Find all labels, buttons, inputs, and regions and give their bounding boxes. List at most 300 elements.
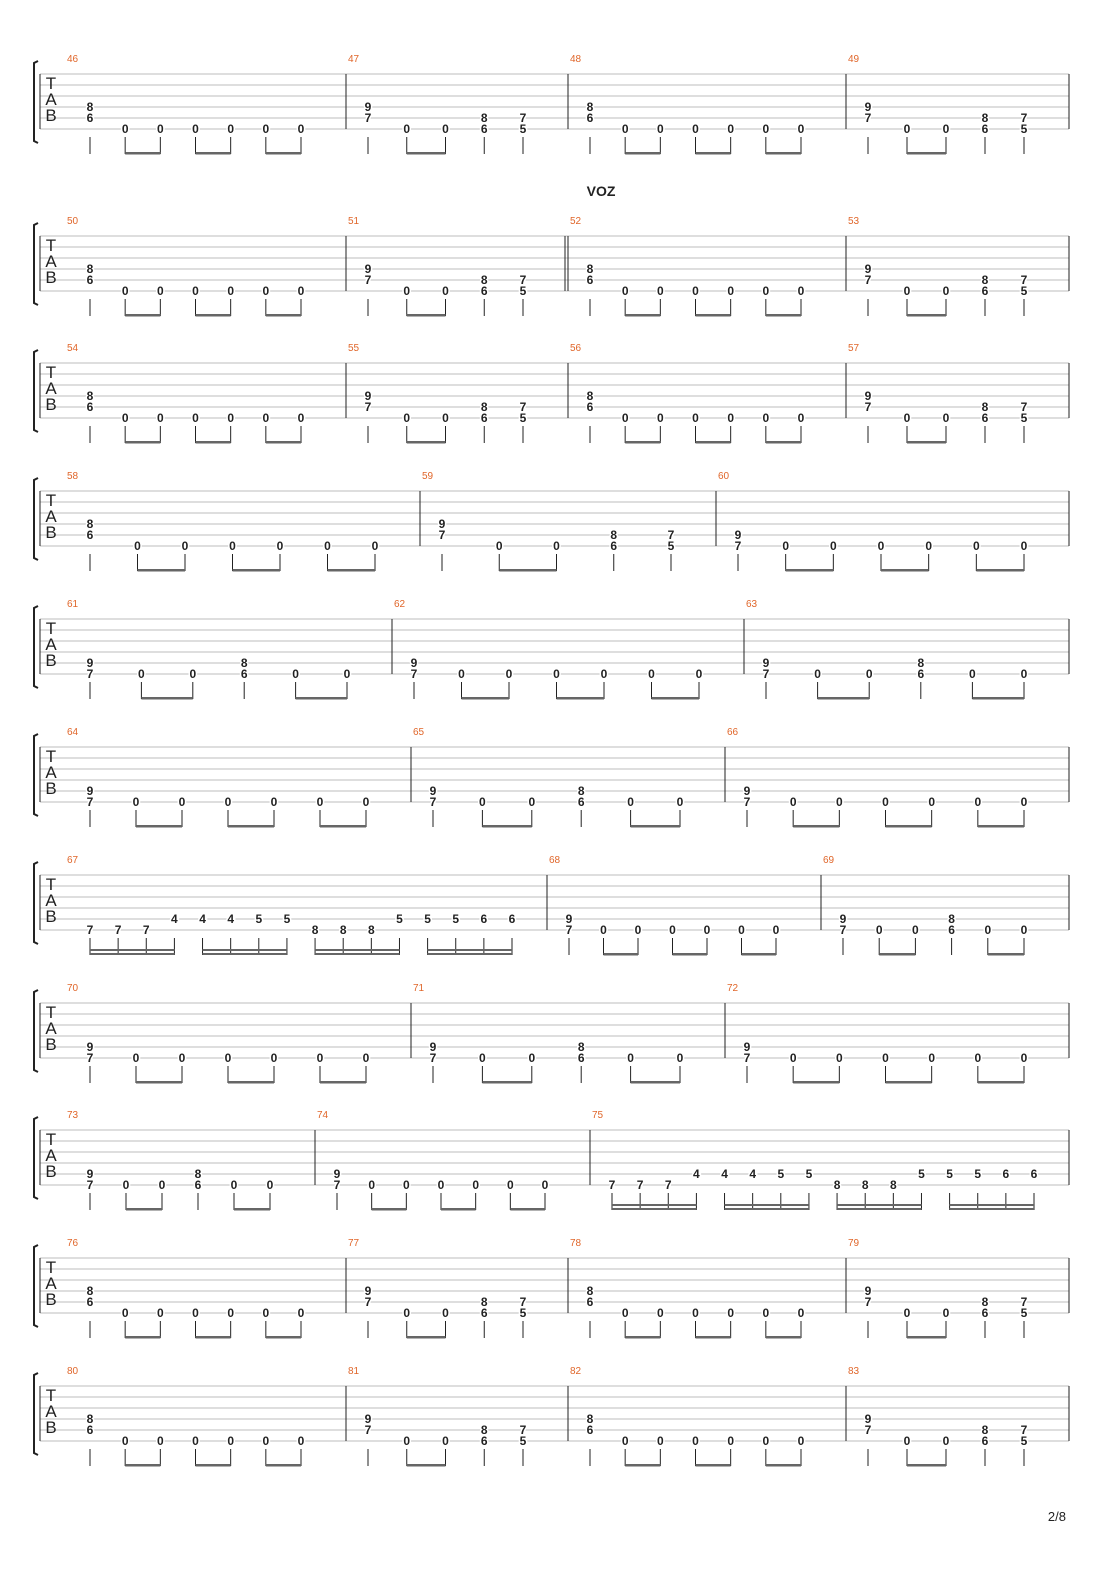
fret-number: 0 xyxy=(442,122,449,136)
fret-number: 6 xyxy=(981,1306,989,1320)
fret-number: 5 xyxy=(1020,284,1028,298)
fret-number: 7 xyxy=(864,111,872,125)
tab-note xyxy=(1021,1051,1028,1083)
fret-number: 9 xyxy=(743,784,751,798)
measure xyxy=(67,471,379,572)
measure-number: 79 xyxy=(848,1238,860,1249)
measure-number: 58 xyxy=(67,471,79,482)
tab-note xyxy=(520,273,527,316)
measure-number: 83 xyxy=(848,1366,860,1377)
fret-number: 0 xyxy=(458,667,465,681)
beam-group xyxy=(625,152,660,155)
fret-number: 0 xyxy=(621,122,629,136)
tab-note xyxy=(1031,1167,1038,1210)
tab-clef-letter: B xyxy=(45,651,57,670)
tab-note xyxy=(798,1434,805,1466)
tab-clef-letter: T xyxy=(45,491,57,510)
fret-number: 7 xyxy=(86,667,94,681)
fret-number: 0 xyxy=(1020,667,1028,681)
measure xyxy=(422,471,675,572)
tab-note xyxy=(87,1167,94,1210)
fret-number: 0 xyxy=(925,539,933,553)
measure xyxy=(848,1238,1028,1339)
tab-note xyxy=(442,122,449,154)
tab-note xyxy=(790,1051,797,1083)
fret-number: 0 xyxy=(627,1051,634,1065)
fret-number: 8 xyxy=(86,1412,94,1426)
system-bracket xyxy=(34,606,38,688)
measure xyxy=(727,727,1028,828)
tab-system xyxy=(34,1366,1069,1467)
tab-note xyxy=(982,1423,989,1466)
tab-note xyxy=(344,667,351,699)
measure-number: 78 xyxy=(570,1238,582,1249)
fret-number: 0 xyxy=(762,284,770,298)
fret-number: 0 xyxy=(974,795,982,809)
fret-number: 5 xyxy=(519,1306,527,1320)
tab-note xyxy=(122,411,129,443)
fret-number: 6 xyxy=(194,1178,202,1192)
tab-note xyxy=(984,923,991,955)
tab-note xyxy=(982,111,989,154)
tab-note xyxy=(692,284,699,316)
fret-number: 0 xyxy=(134,539,141,553)
fret-number: 0 xyxy=(1020,923,1028,937)
tab-note xyxy=(520,1295,527,1338)
fret-number: 0 xyxy=(648,667,655,681)
fret-number: 0 xyxy=(437,1178,445,1192)
fret-number: 0 xyxy=(262,122,270,136)
fret-number: 7 xyxy=(364,1295,372,1309)
tab-note xyxy=(669,923,676,955)
measure-number: 71 xyxy=(413,983,425,994)
fret-number: 0 xyxy=(402,1178,410,1192)
tab-note xyxy=(271,795,278,827)
system-bracket xyxy=(34,223,38,305)
measure xyxy=(848,54,1028,155)
system-bracket xyxy=(34,350,38,432)
beam-group xyxy=(125,1336,160,1339)
fret-number: 0 xyxy=(1020,795,1028,809)
tab-note xyxy=(277,539,284,571)
fret-number: 5 xyxy=(1020,122,1028,136)
system-bracket xyxy=(34,990,38,1072)
tab-note xyxy=(635,923,642,955)
measure-number: 50 xyxy=(67,216,79,227)
fret-number: 7 xyxy=(839,923,847,937)
measure-number: 77 xyxy=(348,1238,360,1249)
beam-group xyxy=(950,1204,1034,1206)
fret-number: 0 xyxy=(224,795,232,809)
fret-number: 7 xyxy=(864,273,872,287)
fret-number: 0 xyxy=(797,1306,805,1320)
fret-number: 0 xyxy=(695,667,703,681)
measure-number: 62 xyxy=(394,599,406,610)
tab-note xyxy=(255,912,262,955)
fret-number: 0 xyxy=(789,795,797,809)
tab-note xyxy=(520,1423,527,1466)
fret-number: 0 xyxy=(324,539,331,553)
tab-note xyxy=(138,667,145,699)
beam-group xyxy=(203,953,287,955)
tab-system xyxy=(34,471,1069,572)
tab-note xyxy=(1003,1167,1010,1210)
fret-number: 8 xyxy=(367,923,375,937)
tab-clef-letter: T xyxy=(45,363,57,382)
measure-number: 59 xyxy=(422,471,434,482)
tab-note xyxy=(1021,795,1028,827)
tab-note xyxy=(157,122,164,154)
fret-number: 0 xyxy=(266,1178,274,1192)
fret-number: 6 xyxy=(917,667,925,681)
fret-number: 0 xyxy=(192,1306,199,1320)
beam-group xyxy=(196,152,231,155)
tab-clef-letter: T xyxy=(45,1386,57,1405)
tab-note xyxy=(1021,1295,1028,1338)
tab-note xyxy=(693,1167,700,1210)
fret-number: 0 xyxy=(156,1434,164,1448)
tab-note xyxy=(553,667,560,699)
fret-number: 0 xyxy=(472,1178,480,1192)
tab-note xyxy=(865,100,872,154)
tab-note xyxy=(507,1178,514,1210)
fret-number: 5 xyxy=(1020,1306,1028,1320)
tab-note xyxy=(298,1306,305,1338)
tab-note xyxy=(179,795,186,827)
fret-number: 0 xyxy=(292,667,299,681)
measure xyxy=(549,855,780,956)
fret-number: 0 xyxy=(621,411,629,425)
measure-number: 82 xyxy=(570,1366,582,1377)
measure xyxy=(570,54,805,155)
tab-clef-letter: T xyxy=(45,747,57,766)
tab-system xyxy=(34,727,1069,828)
tab-note xyxy=(439,517,446,571)
fret-number: 7 xyxy=(519,111,527,125)
tab-note xyxy=(368,1178,375,1210)
tab-note xyxy=(403,411,410,443)
tab-note xyxy=(1021,111,1028,154)
fret-number: 0 xyxy=(505,667,513,681)
tab-note xyxy=(396,912,403,955)
tab-note xyxy=(430,784,437,827)
beam-group xyxy=(407,152,446,155)
tab-note xyxy=(744,784,751,827)
tab-note xyxy=(946,1167,953,1210)
beam-group xyxy=(196,1336,231,1339)
fret-number: 7 xyxy=(565,923,573,937)
tab-note xyxy=(721,1167,728,1210)
fret-number: 6 xyxy=(1030,1167,1038,1181)
fret-number: 8 xyxy=(339,923,347,937)
fret-number: 8 xyxy=(586,1284,594,1298)
beam-group xyxy=(881,569,929,572)
tab-note xyxy=(452,912,459,955)
measure xyxy=(67,855,516,955)
tab-note xyxy=(403,1306,410,1338)
beam-group xyxy=(950,1208,1034,1210)
fret-number: 0 xyxy=(553,667,560,681)
tab-clef-letter: B xyxy=(45,106,57,125)
tab-note xyxy=(225,795,232,827)
tab-note xyxy=(472,1178,479,1210)
tab-clef-letter: B xyxy=(45,1162,57,1181)
fret-number: 0 xyxy=(814,667,821,681)
fret-number: 5 xyxy=(974,1167,982,1181)
tab-note xyxy=(925,539,932,571)
tab-system xyxy=(34,1238,1069,1339)
fret-number: 0 xyxy=(928,795,936,809)
fret-number: 9 xyxy=(565,912,573,926)
measure-number: 55 xyxy=(348,343,360,354)
tab-clef-letter: A xyxy=(45,891,57,910)
fret-number: 0 xyxy=(762,122,770,136)
beam-group xyxy=(407,314,446,317)
beam-group xyxy=(625,314,660,317)
fret-number: 0 xyxy=(903,1434,911,1448)
measure xyxy=(348,54,527,155)
tab-note xyxy=(87,262,94,316)
tab-note xyxy=(627,1051,634,1083)
tab-clef-letter: T xyxy=(45,74,57,93)
fret-number: 0 xyxy=(877,539,885,553)
tab-note xyxy=(192,122,199,154)
fret-number: 8 xyxy=(917,656,925,670)
measure-number: 61 xyxy=(67,599,79,610)
beam-group xyxy=(296,697,347,700)
tab-note xyxy=(87,1412,94,1466)
fret-number: 8 xyxy=(861,1178,869,1192)
beam-group xyxy=(978,1081,1024,1084)
tab-note xyxy=(134,539,141,571)
measure-number: 53 xyxy=(848,216,860,227)
beam-group xyxy=(196,441,231,444)
tab-note xyxy=(657,122,664,154)
fret-number: 4 xyxy=(693,1167,700,1181)
beam-group xyxy=(612,1208,696,1210)
fret-number: 0 xyxy=(442,411,449,425)
fret-number: 0 xyxy=(676,795,684,809)
tab-note xyxy=(87,1040,94,1083)
fret-number: 0 xyxy=(403,122,411,136)
fret-number: 8 xyxy=(948,912,955,926)
fret-number: 4 xyxy=(171,912,178,926)
tab-note xyxy=(159,1178,166,1210)
tab-note xyxy=(479,795,486,827)
measure-number: 80 xyxy=(67,1366,79,1377)
fret-number: 7 xyxy=(1020,273,1028,287)
fret-number: 0 xyxy=(942,1306,950,1320)
measure-number: 52 xyxy=(570,216,582,227)
beam-group xyxy=(837,1204,921,1206)
tab-note xyxy=(943,411,950,443)
fret-number: 6 xyxy=(586,111,594,125)
fret-number: 0 xyxy=(762,1434,770,1448)
tab-note xyxy=(622,411,629,443)
fret-number: 0 xyxy=(692,1306,699,1320)
fret-number: 6 xyxy=(948,923,955,937)
tab-note xyxy=(969,667,976,699)
beam-group xyxy=(320,825,366,828)
tab-note xyxy=(762,1306,769,1338)
tab-note xyxy=(520,400,527,443)
tab-clef-letter: B xyxy=(45,268,57,287)
beam-group xyxy=(696,152,731,155)
fret-number: 0 xyxy=(506,1178,514,1192)
fret-number: 0 xyxy=(121,411,129,425)
fret-number: 0 xyxy=(132,1051,140,1065)
beam-group xyxy=(742,953,777,956)
tab-clef-letter: A xyxy=(45,1019,57,1038)
tab-clef-letter: A xyxy=(45,1146,57,1165)
tab-clef-letter: B xyxy=(45,779,57,798)
beam-group xyxy=(203,949,287,951)
tab-note xyxy=(192,1306,199,1338)
fret-number: 7 xyxy=(519,1295,527,1309)
tab-note xyxy=(262,122,269,154)
beam-group xyxy=(907,314,946,317)
fret-number: 9 xyxy=(86,656,94,670)
measure xyxy=(67,216,305,317)
beam-group xyxy=(625,441,660,444)
beam-group xyxy=(407,1464,446,1467)
fret-number: 0 xyxy=(727,1434,735,1448)
fret-number: 0 xyxy=(343,667,351,681)
measure-number: 46 xyxy=(67,54,79,65)
fret-number: 8 xyxy=(86,1284,94,1298)
tab-note xyxy=(744,1040,751,1083)
fret-number: 7 xyxy=(86,1178,94,1192)
beam-group xyxy=(786,569,834,572)
measure xyxy=(727,983,1028,1084)
measure-number: 65 xyxy=(413,727,425,738)
fret-number: 0 xyxy=(192,1434,199,1448)
beam-group xyxy=(766,314,801,317)
fret-number: 5 xyxy=(519,122,527,136)
beam-group xyxy=(266,152,301,155)
tab-note xyxy=(365,389,372,443)
fret-number: 0 xyxy=(121,1434,129,1448)
fret-number: 9 xyxy=(333,1167,341,1181)
tab-clef-letter: A xyxy=(45,379,57,398)
measure xyxy=(413,983,684,1084)
tab-note xyxy=(365,1284,372,1338)
fret-number: 7 xyxy=(519,1423,527,1437)
tab-note xyxy=(324,539,331,571)
tab-note xyxy=(442,411,449,443)
fret-number: 7 xyxy=(864,400,872,414)
tab-note xyxy=(762,1434,769,1466)
fret-number: 0 xyxy=(189,667,197,681)
fret-number: 6 xyxy=(586,1423,594,1437)
fret-number: 7 xyxy=(734,539,742,553)
beam-group xyxy=(625,1464,660,1467)
measure xyxy=(67,1366,305,1467)
fret-number: 6 xyxy=(586,273,594,287)
measure-number: 60 xyxy=(718,471,730,482)
tab-note xyxy=(229,539,236,571)
beam-group xyxy=(234,1208,270,1211)
fret-number: 7 xyxy=(636,1178,644,1192)
fret-number: 0 xyxy=(262,1306,270,1320)
fret-number: 0 xyxy=(656,284,664,298)
fret-number: 7 xyxy=(864,1423,872,1437)
fret-number: 0 xyxy=(692,411,699,425)
beam-group xyxy=(612,1204,696,1206)
tab-note xyxy=(727,411,734,443)
fret-number: 0 xyxy=(912,923,919,937)
fret-number: 7 xyxy=(608,1178,616,1192)
beam-group xyxy=(315,949,399,951)
fret-number: 0 xyxy=(227,1306,235,1320)
tab-note xyxy=(622,1434,629,1466)
fret-number: 7 xyxy=(664,1178,672,1192)
fret-number: 7 xyxy=(519,273,527,287)
beam-group xyxy=(328,569,376,572)
measure-number: 56 xyxy=(570,343,582,354)
beam-group xyxy=(126,1208,162,1211)
fret-number: 6 xyxy=(240,667,248,681)
fret-number: 6 xyxy=(577,795,585,809)
fret-number: 9 xyxy=(864,1284,872,1298)
tab-system xyxy=(34,1110,1069,1211)
tab-note xyxy=(227,1434,234,1466)
fret-number: 0 xyxy=(132,795,140,809)
tab-note xyxy=(762,411,769,443)
tab-note xyxy=(87,656,94,699)
fret-number: 0 xyxy=(829,539,837,553)
fret-number: 0 xyxy=(262,411,270,425)
tab-system xyxy=(34,216,1069,317)
measure xyxy=(848,216,1028,317)
beam-group xyxy=(320,1081,366,1084)
tab-note xyxy=(365,262,372,316)
fret-number: 0 xyxy=(156,411,164,425)
tab-note xyxy=(943,1306,950,1338)
tab-note xyxy=(692,411,699,443)
fret-number: 0 xyxy=(727,411,735,425)
tab-note xyxy=(133,795,140,827)
beam-group xyxy=(233,569,281,572)
tab-clef-letter: B xyxy=(45,1418,57,1437)
beam-group xyxy=(886,825,932,828)
tab-note xyxy=(865,1412,872,1466)
fret-number: 0 xyxy=(528,1051,536,1065)
fret-number: 7 xyxy=(410,667,418,681)
fret-number: 0 xyxy=(835,795,843,809)
tab-note xyxy=(298,284,305,316)
fret-number: 7 xyxy=(519,400,527,414)
tab-note xyxy=(928,1051,935,1083)
fret-number: 5 xyxy=(283,912,291,926)
fret-number: 4 xyxy=(199,912,206,926)
beam-group xyxy=(625,1336,660,1339)
tab-note xyxy=(496,539,503,571)
beam-group xyxy=(125,152,160,155)
fret-number: 6 xyxy=(1002,1167,1010,1181)
fret-number: 6 xyxy=(480,284,488,298)
fret-number: 8 xyxy=(586,389,594,403)
measure xyxy=(570,1238,805,1339)
tab-note xyxy=(157,1434,164,1466)
tab-note xyxy=(727,1434,734,1466)
fret-number: 0 xyxy=(676,1051,684,1065)
tab-note xyxy=(509,912,516,955)
tab-note xyxy=(403,1434,410,1466)
tab-note xyxy=(479,1051,486,1083)
tab-note xyxy=(982,1295,989,1338)
tab-note xyxy=(657,1306,664,1338)
